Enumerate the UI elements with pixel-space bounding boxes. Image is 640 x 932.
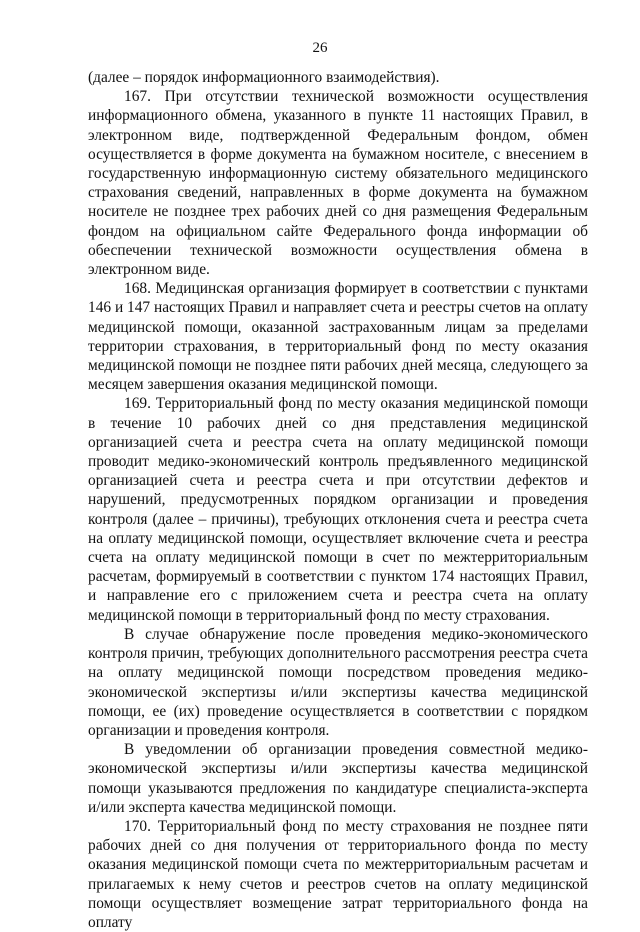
page-number: 26 [312, 40, 328, 56]
paragraph-169-notice: В уведомлении об организации проведения совместной медико-экономической экспертизы и/или экспертизы качества медицинской помощи указываются предложения по кандидатуре специалиста-эксперта и/или эксперта качества медицинской помощи. [88, 741, 588, 816]
paragraph-167: 167. При отсутствии технической возможности осуществления информационного обмена, указанного в пункте 11 настоящих Правил, в электронном виде, подтвержденной Федеральным фондом, обмен осуществляется в форме документа на бумажном носителе, с внесением в государственную информационную систему обязательного медицинского страхования сведений, направленных в форме документа на бумажном носителе не позднее трех рабочих дней со дня размещения Федеральным фондом на официальном сайте Федерального фонда информации об обеспечении технической возможности осуществления обмена в электронном виде. [88, 88, 588, 279]
paragraph-168: 168. Медицинская организация формирует в соответствии с пунктами 146 и 147 настоящих Правил и направляет счета и реестры счетов на оплату медицинской помощи, оказанной застрахованным лицам за пределами территории страхования, в территориальный фонд по месту оказания медицинской помощи не позднее пяти рабочих дней месяца, следующего за месяцем завершения оказания медицинской помощи. [88, 280, 588, 394]
paragraph-continuation: (далее – порядок информационного взаимодействия). [88, 69, 440, 86]
paragraph-170: 170. Территориальный фонд по месту страхования не позднее пяти рабочих дней со дня получения от территориального фонда по месту оказания медицинской помощи счета по межтерриториальным расчетам и прилагаемых к нему счетов и реестров счетов на оплату медицинской помощи осуществляет возмещение затрат территориального фонда на оплату [88, 817, 588, 931]
paragraph-169-case: В случае обнаружение после проведения медико-экономического контроля причин, требующих дополнительного рассмотрения реестра счета на оплату медицинской помощи посредством проведения медико-экономической экспертизы и/или экспертизы качества медицинской помощи, ее (их) проведение осуществляется в соответствии с порядком организации и проведения контроля. [88, 625, 588, 739]
document-body [88, 68, 588, 932]
paragraph-169: 169. Территориальный фонд по месту оказания медицинской помощи в течение 10 рабочих дней со дня представления медицинской организацией счета и реестра счета на оплату медицинской помощи проводит медико-экономический контроль предъявленного медицинской организацией счета и реестра счета и при отсутствии дефектов и нарушений, предусмотренных порядком организации и проведения контроля (далее – причины), требующих отклонения счета и реестра счета на оплату медицинской помощи, осуществляет включение счета и реестра счета на оплату медицинской помощи в счет по межтерриториальным расчетам, формируемый в соответствии с пунктом 174 настоящих Правил, и направление его с приложением счета и реестра счета на оплату медицинской помощи в территориальный фонд по месту страхования. [88, 395, 588, 624]
